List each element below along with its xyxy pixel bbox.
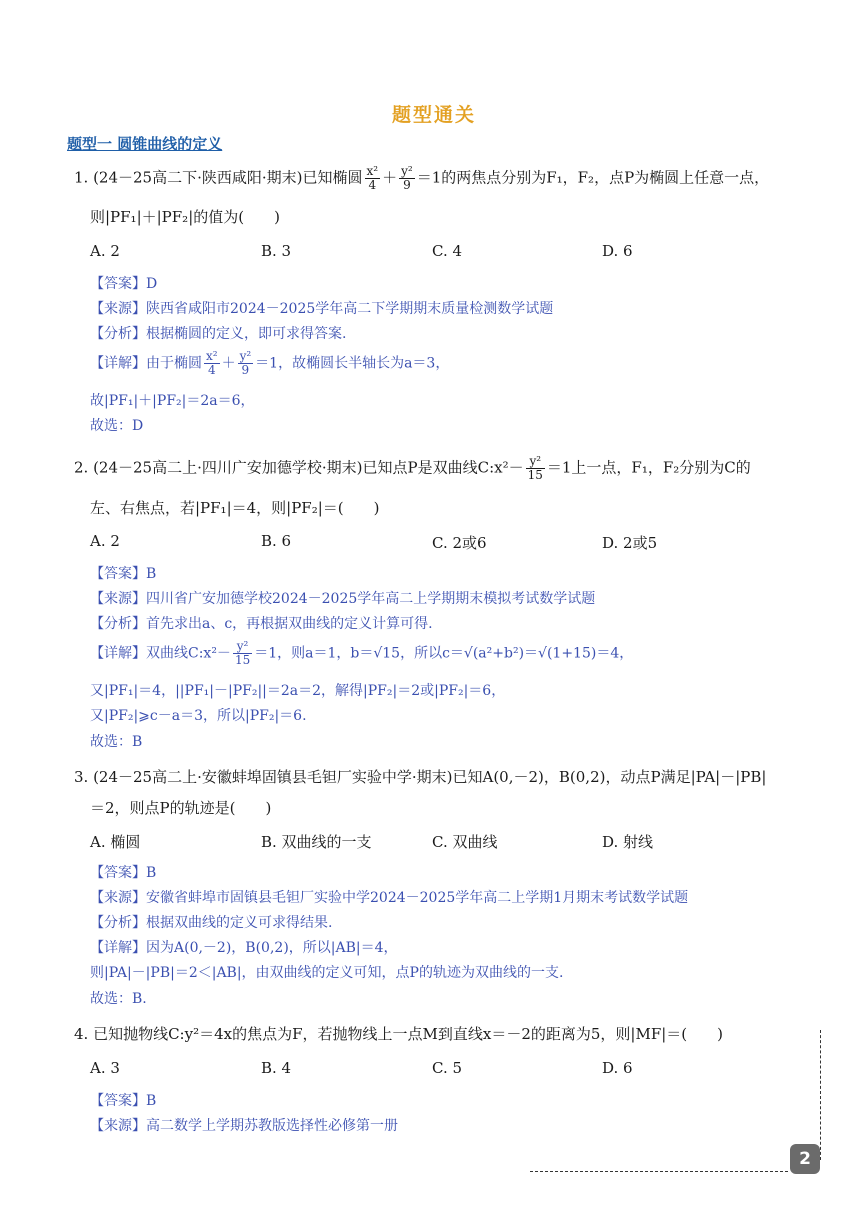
q4-option-d[interactable]: D. 6 [602,1059,633,1077]
q1-detail-2: 故|PF₁|＋|PF₂|＝2a＝6， [90,393,255,409]
q2-detail-3: 又|PF₂|⩾c－a＝3，所以|PF₂|＝6. [90,708,307,724]
q3-option-b[interactable]: B. 双曲线的一支 [261,833,372,851]
section-heading: 题型一 圆锥曲线的定义 [67,135,223,153]
q2-analysis: 【分析】首先求出a、c，再根据双曲线的定义计算可得. [90,616,433,632]
question-3-stem: 3. (24－25高二上·安徽蚌埠固镇县毛钽厂实验中学·期末)已知A(0,－2)，B(0,2)，动点P满足|PA|－|PB| [74,768,767,786]
page-number-badge: 2 [790,1144,820,1174]
q1-fraction-y: $\frac{\text{y²}}{9}$ [401,164,413,192]
q2-answer: 【答案】B [90,566,157,582]
question-2-line2: 左、右焦点，若|PF₁|＝4，则|PF₂|＝( ) [90,499,380,517]
footer-dashed-vertical [820,1030,821,1160]
q3-answer: 【答案】B [90,865,157,881]
q3-analysis: 【分析】根据双曲线的定义可求得结果. [90,915,333,931]
q4-source: 【来源】高二数学上学期苏教版选择性必修第一册 [90,1118,398,1134]
q3-option-a[interactable]: A. 椭圆 [90,833,141,851]
question-1-line2: 则|PF₁|＋|PF₂|的值为( ) [90,208,280,226]
q1-text-a: 1. (24－25高二下·陕西咸阳·期末)已知椭圆 [74,168,363,187]
q1-answer: 【答案】D [90,276,158,292]
q3-source: 【来源】安徽省蚌埠市固镇县毛钽厂实验中学2024－2025学年高二上学期1月期末考试数学试题 [90,890,689,906]
q3-detail-2: 则|PA|－|PB|＝2＜|AB|，由双曲线的定义可知，点P的轨迹为双曲线的一支. [90,965,564,981]
q2-source: 【来源】四川省广安加德学校2024－2025学年高二上学期期末模拟考试数学试题 [90,591,596,607]
q4-answer: 【答案】B [90,1093,157,1109]
question-3-line2: ＝2，则点P的轨迹是( ) [90,799,272,817]
question-2-stem: 2. (24－25高二上·四川广安加德学校·期末)已知点P是双曲线C:x²－ $\frac{\text{y²}}{15}$ ＝1上一点，F₁，F₂分别为C的 [74,454,751,482]
q1-option-a[interactable]: A. 2 [90,242,120,260]
q2-option-d[interactable]: D. 2或5 [602,534,658,552]
q3-option-c[interactable]: C. 双曲线 [432,833,498,851]
question-1-stem: 1. (24－25高二下·陕西咸阳·期末)已知椭圆 $\frac{\text{x²}}{4}$ ＋ $\frac{\text{y²}}{9}$ ＝1的两焦点分别为F₁，F₂，点P为椭圆上任意一点， [74,164,770,192]
page-title: 题型通关 [391,104,476,126]
q1-choose: 故选：D [90,418,144,434]
q2-option-b[interactable]: B. 6 [261,532,292,550]
q1-option-c[interactable]: C. 4 [432,242,463,260]
q4-option-a[interactable]: A. 3 [90,1059,120,1077]
q2-option-c[interactable]: C. 2或6 [432,534,487,552]
q2-choose: 故选：B [90,734,143,750]
q4-option-b[interactable]: B. 4 [261,1059,292,1077]
question-4-stem: 4. 已知抛物线C:y²＝4x的焦点为F，若抛物线上一点M到直线x＝－2的距离为5，则|MF|＝( ) [74,1025,723,1043]
q1-fraction-x: $\frac{\text{x²}}{4}$ [366,164,379,192]
q2-option-a[interactable]: A. 2 [90,532,120,550]
q3-option-d[interactable]: D. 射线 [602,833,654,851]
q3-detail-1: 【详解】因为A(0,－2)，B(0,2)，所以|AB|＝4， [90,940,398,956]
q1-text-b: ＝1的两焦点分别为F₁，F₂，点P为椭圆上任意一点， [416,168,770,187]
q2-detail-2: 又|PF₁|＝4，||PF₁|－|PF₂||＝2a＝2，解得|PF₂|＝2或|PF₂|＝6， [90,683,506,699]
q1-detail: 【详解】由于椭圆 $\frac{\text{x²}}{4}$ ＋ $\frac{\text{y²}}{9}$ ＝1，故椭圆长半轴长为a＝3， [90,349,450,377]
q2-detail: 【详解】双曲线C:x²－ $\frac{\text{y²}}{15}$ ＝1，则a＝1，b＝√15，所以c＝√(a²+b²)＝√(1+15)＝4， [90,639,634,667]
q3-choose: 故选：B. [90,991,147,1007]
q1-option-b[interactable]: B. 3 [261,242,292,260]
q1-option-d[interactable]: D. 6 [602,242,633,260]
footer-dashed-horizontal [530,1171,788,1172]
q2-fraction: $\frac{\text{y²}}{15}$ [527,454,543,482]
q4-option-c[interactable]: C. 5 [432,1059,463,1077]
q1-analysis: 【分析】根据椭圆的定义，即可求得答案. [90,326,347,342]
q1-source: 【来源】陕西省咸阳市2024－2025学年高二下学期期末质量检测数学试题 [90,301,554,317]
